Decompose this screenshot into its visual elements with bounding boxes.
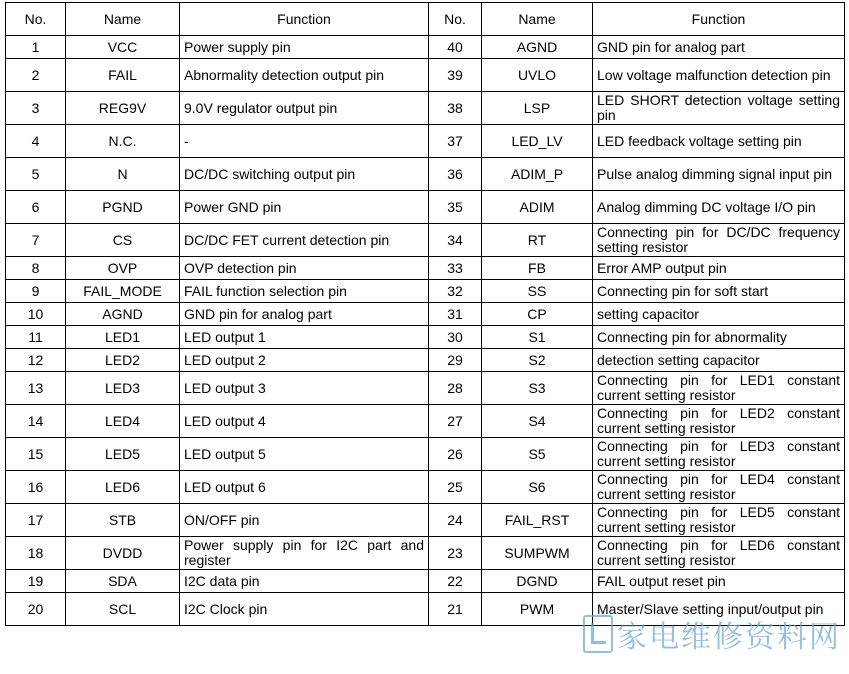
pin-number-right: 35 bbox=[429, 191, 482, 224]
header-function-left: Function bbox=[180, 3, 429, 36]
pin-name-right: LED_LV bbox=[482, 125, 593, 158]
pin-number-left: 11 bbox=[6, 326, 66, 349]
pin-name-left: DVDD bbox=[66, 537, 180, 570]
pin-name-right: SS bbox=[482, 280, 593, 303]
pin-name-left: PGND bbox=[66, 191, 180, 224]
pin-name-left: FAIL bbox=[66, 59, 180, 92]
table-row bbox=[6, 59, 845, 92]
pin-name-left: FAIL_MODE bbox=[66, 280, 180, 303]
pin-function-left: 9.0V regulator output pin bbox=[180, 92, 429, 125]
pin-function-right: Connecting pin for LED4 constant current setting resistor bbox=[593, 471, 845, 504]
pin-function-left: I2C Clock pin bbox=[180, 593, 429, 626]
pin-name-left: LED5 bbox=[66, 438, 180, 471]
pin-name-right: SUMPWM bbox=[482, 537, 593, 570]
pin-number-left: 3 bbox=[6, 92, 66, 125]
pin-name-left: LED1 bbox=[66, 326, 180, 349]
pin-number-right: 26 bbox=[429, 438, 482, 471]
pin-name-right: ADIM_P bbox=[482, 158, 593, 191]
table-row bbox=[6, 537, 845, 570]
header-no-right: No. bbox=[429, 3, 482, 36]
pin-function-right: Master/Slave setting input/output pin bbox=[593, 593, 845, 626]
watermark-text: 家电维修资料网 bbox=[617, 620, 841, 655]
pin-number-right: 28 bbox=[429, 372, 482, 405]
pin-name-right: FAIL_RST bbox=[482, 504, 593, 537]
pin-function-right: Analog dimming DC voltage I/O pin bbox=[593, 191, 845, 224]
pin-name-right: PWM bbox=[482, 593, 593, 626]
pin-number-right: 21 bbox=[429, 593, 482, 626]
pin-name-right: UVLO bbox=[482, 59, 593, 92]
pin-name-right: S5 bbox=[482, 438, 593, 471]
header-name-left: Name bbox=[66, 3, 180, 36]
pin-name-left: CS bbox=[66, 224, 180, 257]
pin-number-right: 33 bbox=[429, 257, 482, 280]
pin-function-right: Connecting pin for LED2 constant current setting resistor bbox=[593, 405, 845, 438]
table-row bbox=[6, 257, 845, 280]
table-row bbox=[6, 349, 845, 372]
pin-function-right: detection setting capacitor bbox=[593, 349, 845, 372]
pin-function-right: Connecting pin for LED3 constant current setting resistor bbox=[593, 438, 845, 471]
pin-number-right: 30 bbox=[429, 326, 482, 349]
pin-name-right: S4 bbox=[482, 405, 593, 438]
pin-number-left: 15 bbox=[6, 438, 66, 471]
header-function-right: Function bbox=[593, 3, 845, 36]
pin-function-right: FAIL output reset pin bbox=[593, 570, 845, 593]
pin-function-right: Connecting pin for abnormality bbox=[593, 326, 845, 349]
pin-number-right: 39 bbox=[429, 59, 482, 92]
pin-number-right: 32 bbox=[429, 280, 482, 303]
header-row bbox=[6, 3, 845, 36]
pin-name-right: ADIM bbox=[482, 191, 593, 224]
pin-number-left: 19 bbox=[6, 570, 66, 593]
pin-function-left: DC/DC switching output pin bbox=[180, 158, 429, 191]
pin-name-left: AGND bbox=[66, 303, 180, 326]
pin-number-right: 22 bbox=[429, 570, 482, 593]
table-row bbox=[6, 36, 845, 59]
pin-function-left: ON/OFF pin bbox=[180, 504, 429, 537]
pin-function-left: LED output 3 bbox=[180, 372, 429, 405]
pin-name-right: S6 bbox=[482, 471, 593, 504]
pin-function-left: Power GND pin bbox=[180, 191, 429, 224]
pin-function-right: Connecting pin for DC/DC frequency setting resistor bbox=[593, 224, 845, 257]
header-name-right: Name bbox=[482, 3, 593, 36]
pin-function-right: Connecting pin for soft start bbox=[593, 280, 845, 303]
pin-function-left: Power supply pin for I2C part and register bbox=[180, 537, 429, 570]
table-row bbox=[6, 504, 845, 537]
pin-number-left: 10 bbox=[6, 303, 66, 326]
pin-name-left: N bbox=[66, 158, 180, 191]
pin-function-left: Abnormality detection output pin bbox=[180, 59, 429, 92]
pin-table bbox=[5, 2, 845, 626]
pin-function-right: setting capacitor bbox=[593, 303, 845, 326]
pin-name-right: S1 bbox=[482, 326, 593, 349]
pin-name-left: OVP bbox=[66, 257, 180, 280]
pin-name-left: STB bbox=[66, 504, 180, 537]
pin-number-left: 2 bbox=[6, 59, 66, 92]
pin-number-right: 40 bbox=[429, 36, 482, 59]
pin-number-left: 16 bbox=[6, 471, 66, 504]
pin-name-right: CP bbox=[482, 303, 593, 326]
pin-name-right: FB bbox=[482, 257, 593, 280]
table-row bbox=[6, 158, 845, 191]
pin-name-right: LSP bbox=[482, 92, 593, 125]
table-row bbox=[6, 593, 845, 626]
pin-number-left: 13 bbox=[6, 372, 66, 405]
pin-function-left: FAIL function selection pin bbox=[180, 280, 429, 303]
pin-function-right: Pulse analog dimming signal input pin bbox=[593, 158, 845, 191]
pin-number-right: 36 bbox=[429, 158, 482, 191]
pin-number-right: 34 bbox=[429, 224, 482, 257]
pin-number-left: 20 bbox=[6, 593, 66, 626]
pin-name-left: SDA bbox=[66, 570, 180, 593]
table-row bbox=[6, 570, 845, 593]
pin-function-left: GND pin for analog part bbox=[180, 303, 429, 326]
pin-name-left: LED4 bbox=[66, 405, 180, 438]
pin-function-left: OVP detection pin bbox=[180, 257, 429, 280]
table-row bbox=[6, 438, 845, 471]
pin-function-left: Power supply pin bbox=[180, 36, 429, 59]
pin-function-right: Connecting pin for LED5 constant current setting resistor bbox=[593, 504, 845, 537]
pin-name-left: LED6 bbox=[66, 471, 180, 504]
table-row bbox=[6, 326, 845, 349]
pin-name-left: VCC bbox=[66, 36, 180, 59]
pin-number-left: 8 bbox=[6, 257, 66, 280]
table-row bbox=[6, 372, 845, 405]
pin-number-left: 6 bbox=[6, 191, 66, 224]
pin-function-left: LED output 1 bbox=[180, 326, 429, 349]
pin-function-right: Low voltage malfunction detection pin bbox=[593, 59, 845, 92]
table-row bbox=[6, 125, 845, 158]
pin-number-left: 12 bbox=[6, 349, 66, 372]
pin-name-left: LED3 bbox=[66, 372, 180, 405]
pin-name-right: AGND bbox=[482, 36, 593, 59]
table-row bbox=[6, 191, 845, 224]
table-row bbox=[6, 224, 845, 257]
table-row bbox=[6, 280, 845, 303]
pin-name-left: SCL bbox=[66, 593, 180, 626]
pin-function-left: LED output 6 bbox=[180, 471, 429, 504]
pin-number-left: 5 bbox=[6, 158, 66, 191]
pin-name-right: DGND bbox=[482, 570, 593, 593]
pin-number-right: 29 bbox=[429, 349, 482, 372]
pin-name-left: REG9V bbox=[66, 92, 180, 125]
pin-name-right: S3 bbox=[482, 372, 593, 405]
pin-function-left: LED output 2 bbox=[180, 349, 429, 372]
pin-function-left: I2C data pin bbox=[180, 570, 429, 593]
pin-number-right: 23 bbox=[429, 537, 482, 570]
pin-function-left: LED output 5 bbox=[180, 438, 429, 471]
header-no-left: No. bbox=[6, 3, 66, 36]
table-row bbox=[6, 303, 845, 326]
pin-function-right: Error AMP output pin bbox=[593, 257, 845, 280]
pin-number-right: 27 bbox=[429, 405, 482, 438]
pin-name-right: RT bbox=[482, 224, 593, 257]
pin-number-left: 7 bbox=[6, 224, 66, 257]
pin-function-right: GND pin for analog part bbox=[593, 36, 845, 59]
pin-function-left: - bbox=[180, 125, 429, 158]
pin-function-right: Connecting pin for LED1 constant current setting resistor bbox=[593, 372, 845, 405]
pin-name-left: LED2 bbox=[66, 349, 180, 372]
table-row bbox=[6, 405, 845, 438]
pin-function-right: Connecting pin for LED6 constant current setting resistor bbox=[593, 537, 845, 570]
pin-number-right: 25 bbox=[429, 471, 482, 504]
pin-number-right: 37 bbox=[429, 125, 482, 158]
pin-number-right: 31 bbox=[429, 303, 482, 326]
pin-name-right: S2 bbox=[482, 349, 593, 372]
pin-number-left: 17 bbox=[6, 504, 66, 537]
pin-number-left: 4 bbox=[6, 125, 66, 158]
pin-function-left: DC/DC FET current detection pin bbox=[180, 224, 429, 257]
pin-number-left: 14 bbox=[6, 405, 66, 438]
pin-function-left: LED output 4 bbox=[180, 405, 429, 438]
pin-number-left: 18 bbox=[6, 537, 66, 570]
table-row bbox=[6, 471, 845, 504]
pin-number-right: 24 bbox=[429, 504, 482, 537]
pin-function-right: LED SHORT detection voltage setting pin bbox=[593, 92, 845, 125]
pin-number-left: 1 bbox=[6, 36, 66, 59]
pin-function-right: LED feedback voltage setting pin bbox=[593, 125, 845, 158]
pin-number-right: 38 bbox=[429, 92, 482, 125]
pin-number-left: 9 bbox=[6, 280, 66, 303]
table-row bbox=[6, 92, 845, 125]
pin-name-left: N.C. bbox=[66, 125, 180, 158]
